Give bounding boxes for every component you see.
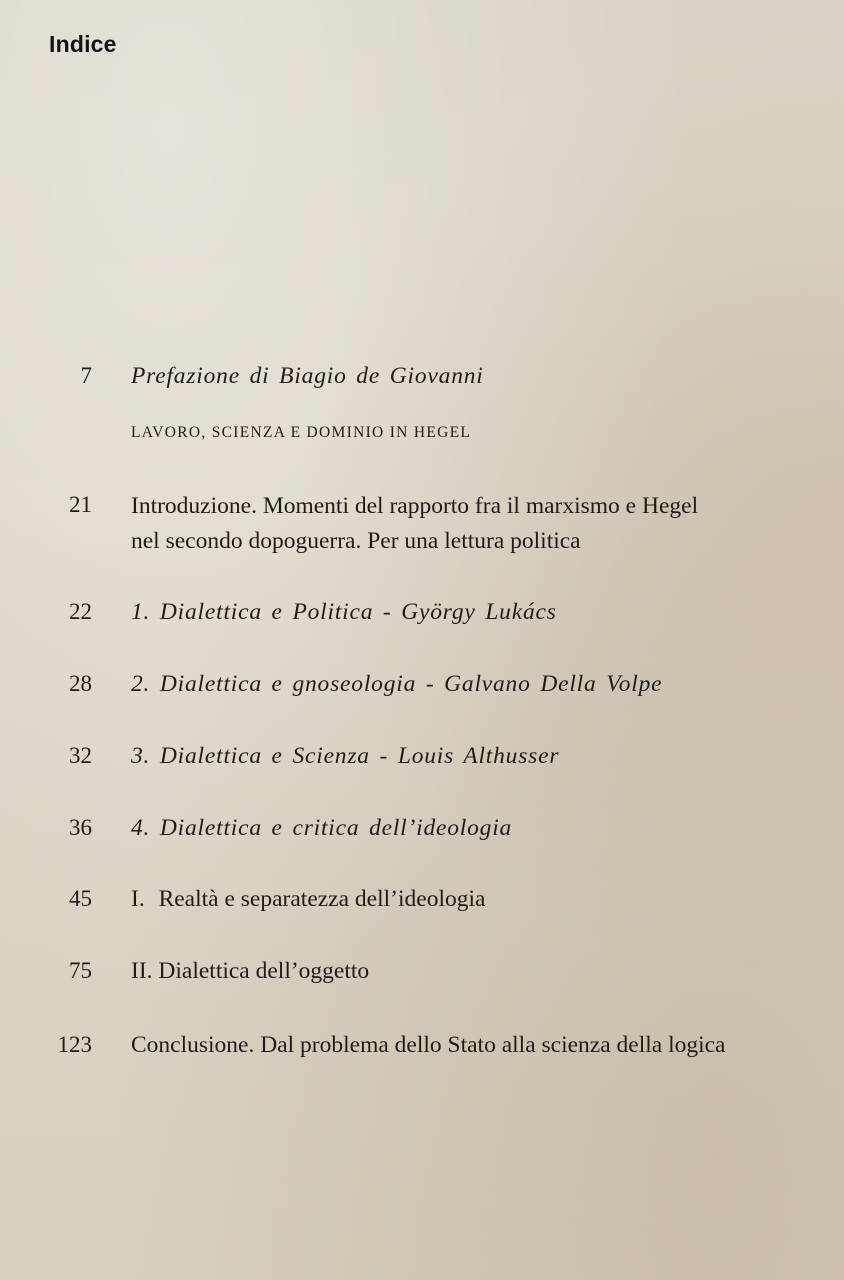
toc-entry-part-2 [0,955,844,995]
entry-title [131,489,698,559]
entry-title: II. Dialettica dell’oggetto [131,958,370,984]
toc-entry-chapter-2 [0,668,844,708]
page-number: 28 [69,671,92,696]
page-number: 32 [69,743,92,768]
entry-title: Conclusione. Dal problema dello Stato alla scienza della logica [131,1032,726,1058]
entry-title: 1. Dialettica e Politica - György Lukács [131,599,557,625]
section-heading: LAVORO, SCIENZA E DOMINIO IN HEGEL [131,424,472,441]
part-title: Realtà e separatezza dell’ideologia [158,886,486,912]
toc-entry-chapter-1 [0,596,844,636]
page-title: Indice [49,31,117,57]
page-number: 75 [69,958,92,983]
page-number: 36 [69,815,92,840]
page-number: 21 [69,492,92,517]
toc-entry-preface [0,360,844,400]
toc-entry-part-1 [0,883,844,923]
entry-title [131,883,485,915]
toc-entry-introduction [0,489,844,561]
entry-title: 2. Dialettica e gnoseologia - Galvano Della Volpe [131,671,663,697]
page-number: 22 [69,599,92,624]
entry-title: 3. Dialettica e Scienza - Louis Althusser [131,743,560,769]
toc-entry-conclusion [0,1029,844,1069]
entry-title-line-1: Introduzione. Momenti del rapporto fra il marxismo e Hegel [131,493,699,519]
page-number: 123 [57,1032,92,1057]
page-number: 7 [80,363,92,388]
entry-title: Prefazione di Biagio de Giovanni [131,363,484,389]
entry-title-line-2: nel secondo dopoguerra. Per una lettura politica [131,528,581,554]
page-number: 45 [69,886,92,911]
toc-entry-chapter-3 [0,740,844,780]
part-numeral: I. [131,886,145,912]
toc-entry-chapter-4 [0,812,844,852]
entry-title: 4. Dialettica e critica dell’ideologia [131,815,513,841]
